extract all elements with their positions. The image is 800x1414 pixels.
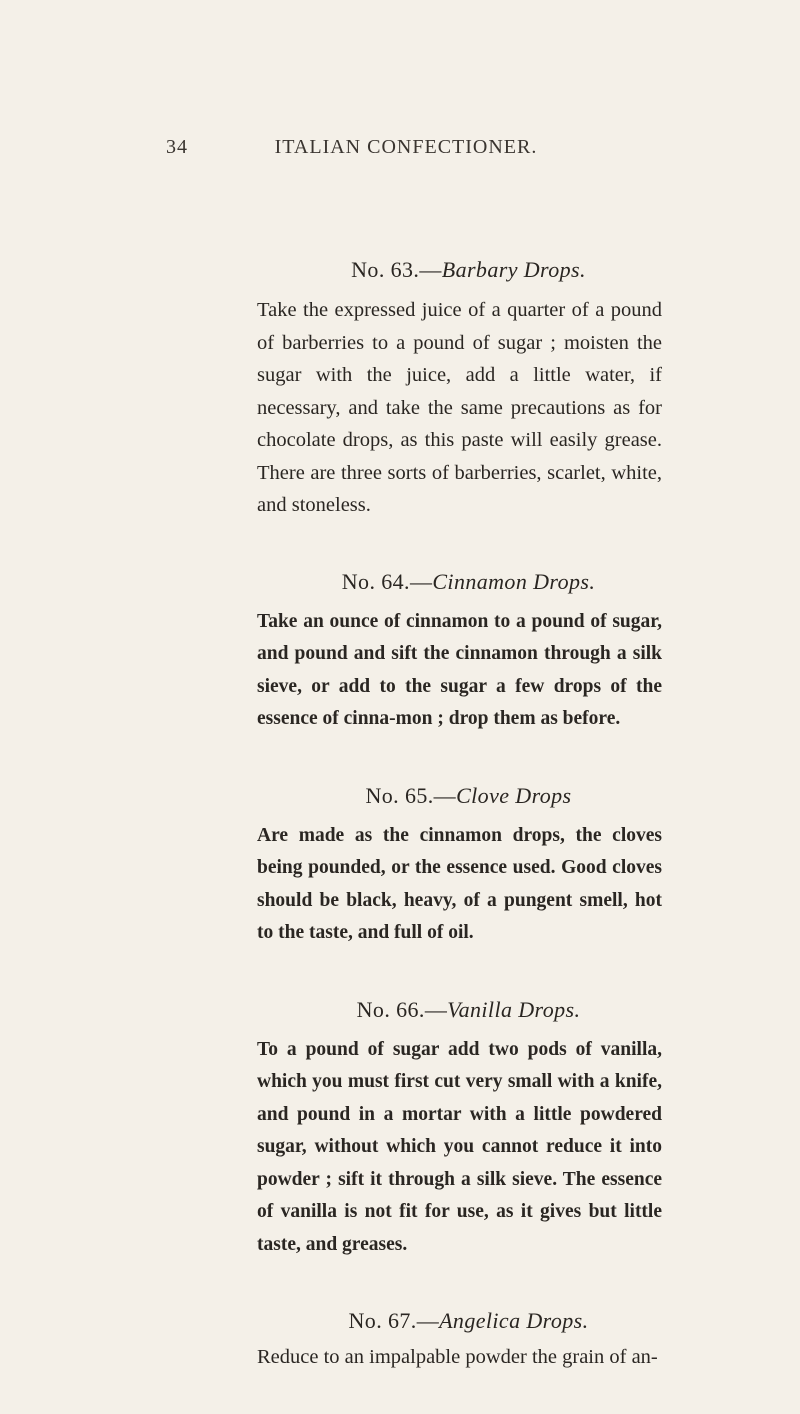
recipe-text: Take the expressed juice of a quarter of a pound of barberries to a pound of sugar ; moisten the sugar with the juice, add a little water, if necessary, and take the same precautions as for chocolate drops, as this paste will easily grease. There are three sorts of barberries, scarlet, white, and stoneless.: [257, 299, 662, 516]
recipe-65: [257, 776, 662, 950]
recipe-text: Take an ounce of cinnamon to a pound of sugar, and pound and sift the cinnamon through a silk sieve, or add to the sugar a few drops of the essence of cinna-mon ; drop them as before.: [257, 610, 662, 729]
running-title: ITALIAN CONFECTIONER.: [274, 136, 538, 158]
page-number: 34: [166, 136, 188, 158]
recipe-63: [257, 250, 662, 522]
recipe-number: No. 64.—: [341, 568, 433, 594]
recipe-heading: [257, 776, 662, 816]
page-body: [257, 250, 662, 1414]
recipe-name: Cinnamon Drops.: [432, 568, 596, 594]
recipe-number: No. 65.—: [365, 782, 457, 808]
recipe-name: Angelica Drops.: [439, 1308, 589, 1333]
recipe-heading: [257, 250, 662, 290]
recipe-number: No. 63.—: [351, 257, 442, 282]
recipe-text: Are made as the cinnamon drops, the cloves being pounded, or the essence used. Good cloves should be black, heavy, of a pungent smell, hot to the taste, and full of oil.: [257, 824, 662, 943]
recipe-number: No. 67.—: [348, 1308, 440, 1333]
recipe-heading: [257, 990, 662, 1030]
recipe-name: Clove Drops: [456, 782, 572, 808]
recipe-text: Reduce to an impalpable powder the grain of an-: [257, 1346, 658, 1368]
recipe-number: No. 66.—: [356, 996, 448, 1022]
recipe-text: To a pound of sugar add two pods of vanilla, which you must first cut very small with a knife, and pound in a mortar with a little powdered sugar, without which you cannot reduce it into powder ; sift it through a silk sieve. The essence of vanilla is not fit for use, as it gives but little taste, and greases.: [257, 1038, 662, 1255]
running-head: [166, 136, 606, 159]
recipe-heading: [257, 562, 662, 602]
recipe-heading: [257, 1301, 662, 1341]
recipe-66: [257, 990, 662, 1262]
recipe-64: [257, 562, 662, 736]
recipe-name: Vanilla Drops.: [447, 996, 581, 1022]
recipe-name: Barbary Drops.: [441, 257, 586, 282]
recipe-67: [257, 1301, 662, 1374]
